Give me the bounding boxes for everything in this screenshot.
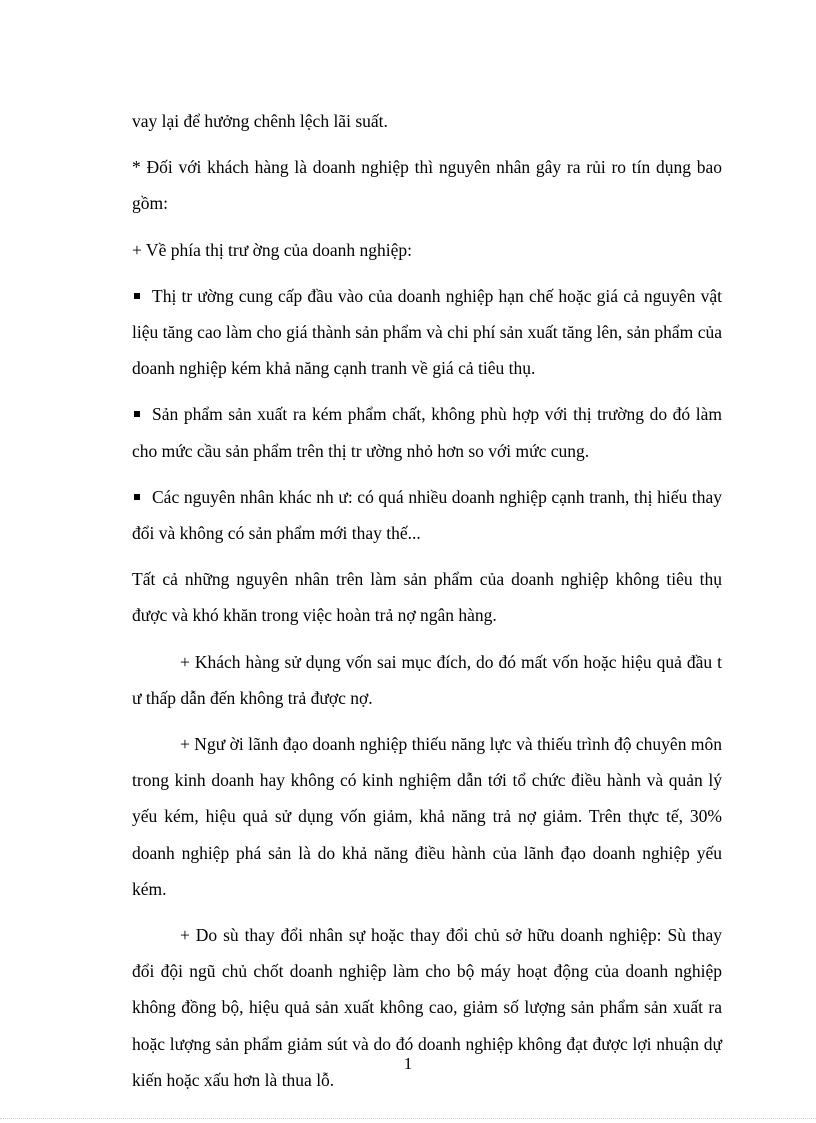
summary-paragraph: Tất cả những nguyên nhân trên làm sản phẩm của doanh nghiệp không tiêu thụ được và khó khăn trong việc hoàn trả nợ ngân hàng. bbox=[132, 569, 722, 626]
square-bullet-icon bbox=[134, 411, 140, 417]
cause-paragraph: + Khách hàng sử dụng vốn sai mục đích, do đó mất vốn hoặc hiệu quả đầu t ư thấp dẫn đến không trả được nợ. bbox=[132, 651, 722, 708]
page-border bbox=[0, 1118, 816, 1119]
cause-paragraph: + Ngư ời lãnh đạo doanh nghiệp thiếu năng lực và thiếu trình độ chuyên môn trong kinh doanh hay không có kinh nghiệm dẫn tới tổ chức điều hành và quản lý yếu kém, hiệu quả sử dụng vốn giảm, khả năng trả nợ giảm. Trên thực tế, 30% doanh nghiệp phá sản là do khả năng điều hành của lãnh đạo doanh nghiệp yếu kém. bbox=[132, 734, 722, 899]
bullet-item bbox=[132, 479, 722, 551]
document-body bbox=[132, 103, 722, 1108]
cause-paragraph: + Do sù thay đổi nhân sự hoặc thay đổi chủ sở hữu doanh nghiệp: Sù thay đổi đội ngũ chủ chốt doanh nghiệp làm cho bộ máy hoạt động của doanh nghiệp không đồng bộ, hiệu quả sản xuất không cao, giảm số lượng sản phẩm sản xuất ra hoặc lượng sản phẩm giảm sút và do đó doanh nghiệp không đạt được lợi nhuận dự kiến hoặc xấu hơn là thua lỗ. bbox=[132, 925, 722, 1090]
square-bullet-icon bbox=[134, 494, 140, 500]
square-bullet-icon bbox=[134, 293, 140, 299]
paragraph: * Đối với khách hàng là doanh nghiệp thì nguyên nhân gây ra rủi ro tín dụng bao gồm: bbox=[132, 157, 722, 214]
paragraph: vay lại để hưởng chênh lệch lãi suất. bbox=[132, 111, 388, 131]
page-number: 1 bbox=[403, 1054, 413, 1073]
paragraph: + Về phía thị trư ờng của doanh nghiệp: bbox=[132, 239, 413, 260]
bullet-item bbox=[132, 278, 722, 387]
bullet-item bbox=[132, 396, 722, 468]
bullet-text: Thị tr ường cung cấp đầu vào của doanh nghiệp hạn chế hoặc giá cả nguyên vật liệu tăng cao làm cho giá thành sản phẩm và chi phí sản xuất tăng lên, sản phẩm của doanh nghiệp kém khả năng cạnh tranh về giá cả tiêu thụ. bbox=[132, 285, 722, 379]
bullet-text: Sản phẩm sản xuất ra kém phẩm chất, không phù hợp với thị trường do đó làm cho mức cầu sản phẩm trên thị tr ường nhỏ hơn so với mức cung. bbox=[132, 404, 722, 461]
bullet-text: Các nguyên nhân khác nh ư: có quá nhiều doanh nghiệp cạnh tranh, thị hiếu thay đổi và không có sản phẩm mới thay thế... bbox=[132, 486, 722, 544]
